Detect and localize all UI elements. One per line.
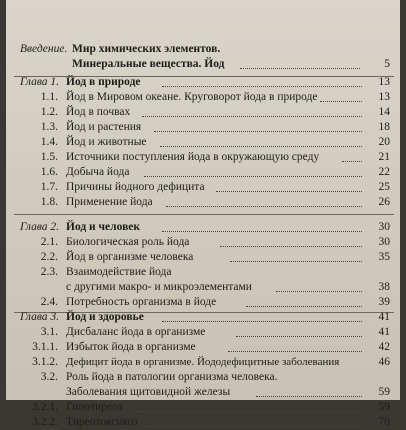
entry-title: Тиреотоксикоз — [66, 416, 138, 428]
toc-entry — [14, 280, 394, 295]
leader-dots — [148, 426, 362, 427]
entry-number: 3.1.2. — [32, 356, 58, 368]
entry-title: Заболевания щитовидной железы — [66, 386, 231, 398]
entry-number: 1.7. — [40, 181, 58, 193]
toc-entry — [14, 120, 394, 135]
toc-entry — [14, 180, 394, 195]
chapter-1-page: 13 — [378, 76, 390, 88]
entry-number: 3.2. — [40, 371, 58, 383]
chapter-3-page: 41 — [378, 311, 390, 323]
toc-entry — [14, 340, 394, 355]
entry-title: Взаимодействие йода — [66, 266, 172, 278]
entry-number: 1.8. — [40, 196, 58, 208]
toc-entry — [14, 150, 394, 165]
entry-page: 70 — [378, 416, 390, 428]
entry-title: Добыча йода — [66, 166, 130, 178]
entry-title: Биологическая роль йода — [66, 236, 190, 248]
leader-dots — [142, 116, 362, 117]
toc-intro-line1 — [14, 42, 394, 57]
leader-dots — [236, 336, 362, 337]
entry-title: Йод и животные — [66, 136, 147, 148]
entry-number: 1.3. — [40, 121, 58, 133]
leader-dots — [166, 206, 362, 207]
entry-page: 46 — [378, 356, 390, 368]
entry-title: с другими макро- и микроэлементами — [66, 281, 252, 293]
entry-title: Дисбаланс йода в организме — [66, 326, 206, 338]
entry-title: Потребность организма в йоде — [66, 296, 217, 308]
chapter-2-label: Глава 2. — [20, 221, 59, 233]
entry-title: Йод в почвах — [66, 106, 131, 118]
entry-page: 42 — [378, 341, 390, 353]
toc-entry — [14, 250, 394, 265]
toc-entry — [14, 415, 394, 430]
toc-entry — [14, 195, 394, 210]
leader-dots — [216, 191, 362, 192]
entry-page: 59 — [378, 386, 390, 398]
entry-title: Йод в Мировом океане. Круговорот йода в природе — [66, 91, 318, 103]
intro-title-line2: Минеральные вещества. Йод — [72, 58, 225, 70]
toc-entry — [14, 105, 394, 120]
entry-page: 20 — [378, 136, 390, 148]
leader-dots — [144, 176, 362, 177]
entry-title: Гипотиреоз — [66, 401, 123, 413]
leader-dots — [162, 86, 362, 87]
entry-page: 18 — [378, 121, 390, 133]
toc-entry — [14, 265, 394, 280]
entry-title: Йод в организме человека — [66, 251, 194, 263]
entry-page: 21 — [378, 151, 390, 163]
leader-dots — [154, 131, 362, 132]
toc-entry — [14, 370, 394, 385]
leader-dots — [230, 261, 362, 262]
intro-title-line1: Мир химических элементов. — [72, 43, 221, 55]
toc-entry — [14, 325, 394, 340]
chapter-3-title: Йод и здоровье — [66, 311, 144, 323]
toc-entry — [14, 235, 394, 250]
entry-page: 26 — [378, 196, 390, 208]
entry-page: 25 — [378, 181, 390, 193]
entry-title: Избыток йода в организме — [66, 341, 196, 353]
toc-entry — [14, 135, 394, 150]
entry-title: Роль йода в патологии организма человека. — [66, 371, 278, 383]
entry-number: 2.1. — [40, 236, 58, 248]
entry-number: 1.1. — [40, 91, 58, 103]
chapter-2-page: 30 — [378, 221, 390, 233]
entry-page: 41 — [378, 326, 390, 338]
section-divider — [14, 214, 394, 215]
entry-title: Применение йода — [66, 196, 153, 208]
entry-number: 1.5. — [40, 151, 58, 163]
entry-number: 3.1. — [40, 326, 58, 338]
entry-page: 13 — [378, 91, 390, 103]
leader-dots — [160, 146, 362, 147]
entry-page: 22 — [378, 166, 390, 178]
leader-dots — [136, 411, 362, 412]
leader-dots — [276, 291, 362, 292]
toc-entry — [14, 400, 394, 415]
toc-entry — [14, 165, 394, 180]
leader-dots — [342, 161, 362, 162]
leader-dots — [162, 321, 362, 322]
intro-label: Введение. — [20, 43, 68, 55]
chapter-3-label: Глава 3. — [20, 311, 59, 323]
leader-dots — [162, 231, 362, 232]
intro-page: 5 — [384, 58, 390, 70]
entry-number: 1.2. — [40, 106, 58, 118]
toc-entry — [14, 385, 394, 400]
toc-chapter-1 — [14, 75, 394, 90]
leader-dots — [240, 68, 360, 69]
entry-number: 2.2. — [40, 251, 58, 263]
leader-dots — [246, 306, 362, 307]
entry-number: 2.4. — [40, 296, 58, 308]
toc-entry — [14, 295, 394, 310]
toc-intro-line2 — [14, 57, 394, 72]
entry-number: 2.3. — [40, 266, 58, 278]
book-page — [6, 0, 400, 428]
chapter-1-title: Йод в природе — [66, 76, 141, 88]
leader-dots — [228, 351, 362, 352]
entry-number: 1.6. — [40, 166, 58, 178]
entry-page: 30 — [378, 236, 390, 248]
toc-entry — [14, 90, 394, 105]
leader-dots — [320, 101, 362, 102]
entry-title: Йод и растения — [66, 121, 142, 133]
entry-page: 38 — [378, 281, 390, 293]
entry-number: 3.1.1. — [32, 341, 58, 353]
chapter-2-title: Йод и человек — [66, 221, 141, 233]
toc-chapter-2 — [14, 220, 394, 235]
toc-entry — [14, 355, 394, 370]
entry-page: 39 — [378, 296, 390, 308]
entry-page: 59 — [378, 401, 390, 413]
entry-page: 35 — [378, 251, 390, 263]
entry-title: Причины йодного дефицита — [66, 181, 205, 193]
leader-dots — [220, 246, 362, 247]
entry-title: Дефицит йода в организме. Йододефицитные заболевания — [66, 356, 340, 368]
entry-number: 1.4. — [40, 136, 58, 148]
leader-dots — [256, 396, 362, 397]
entry-title: Источники поступления йода в окружающую среду — [66, 151, 320, 163]
entry-page: 14 — [378, 106, 390, 118]
toc-chapter-3 — [14, 310, 394, 325]
entry-number: 3.2.2. — [32, 416, 58, 428]
chapter-1-label: Глава 1. — [20, 76, 59, 88]
page-header-bleed — [196, 0, 406, 12]
entry-number: 3.2.1. — [32, 401, 58, 413]
